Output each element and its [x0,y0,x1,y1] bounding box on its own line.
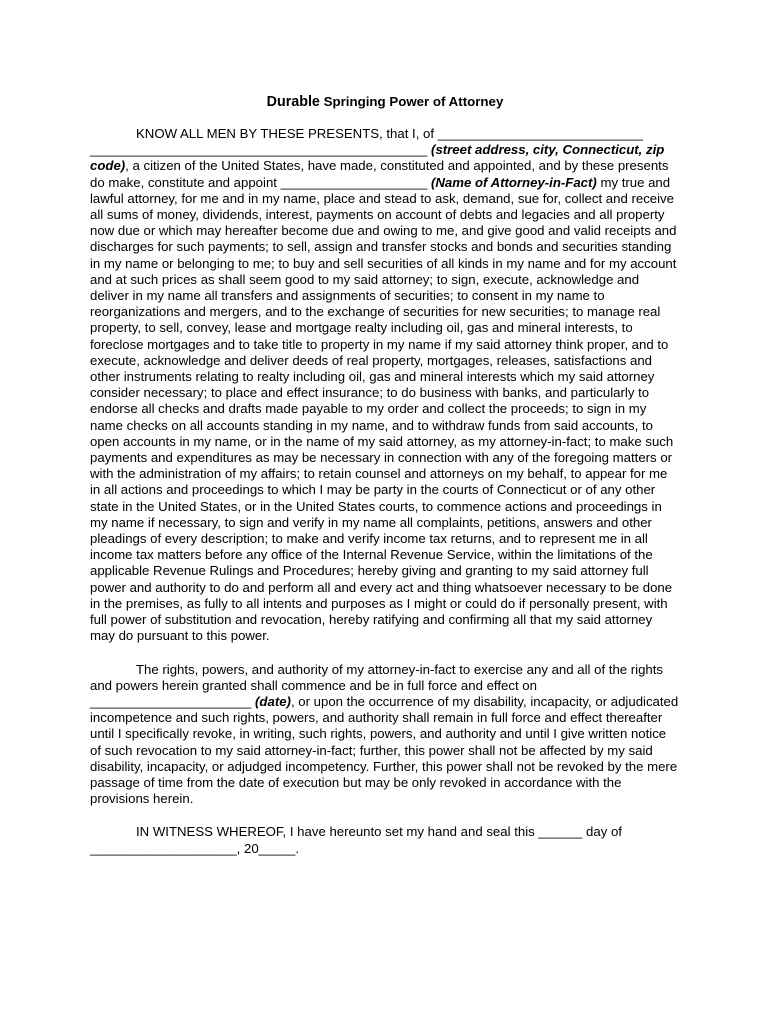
para1-text-2: , a citizen of the United States, have made, constituted and appointed, and by these presents do make, constitute and appoint ____________________ [90,158,669,190]
title-part-rest: Springing Power of Attorney [319,94,504,109]
date-field-label: (date) [255,693,291,709]
attorney-name-field-label: (Name of Attorney-in-Fact) [430,174,597,190]
para2-text-1: The rights, powers, and authority of my attorney-in-fact to exercise any and all of the rights and powers herein granted shall commence and be in full force and effect on ______________________ [90,661,664,709]
para2-text-2: , or upon the occurrence of my disability, incapacity, or adjudicated incompetence and such rights, powers, and authority shall remain in full force and effect thereafter until I specifically revoke, in writing, such rights, powers, and authority and until I give written notice of such revocation to my said attorney-in-fact; further, this power shall not be affected by my said disability, incapacity, or adjudged incompetency. Further, this power shall not be revoked by the mere passage of time from the date of execution but may be only revoked in accordance with the provisions herein. [90,693,679,807]
address-field-label: (street address, city, Connecticut, zip code) [90,142,665,174]
document-title [90,93,680,111]
para1-text-3: my true and lawful attorney, for me and in my name, place and stead to ask, demand, sue for, collect and receive all sums of money, dividends, interest, payments on account of debts and legacies and all property now due or which may hereafter become due and owing to me, and give good and valid receipts and discharges for such payments; to sell, assign and transfer stocks and bonds and securities standing in my name or belonging to me; to buy and sell securities of all kinds in my name and for my account and at such prices as shall seem good to my said attorney; to sign, execute, acknowledge and deliver in my name all transfers and assignments of securities; to consent in my name to reorganizations and mergers, and to the exchange of securities for new securities; to manage real property, to sell, convey, lease and mortgage realty including oil, gas and mineral interests, to foreclose mortgages and to take title to property in my name if my said attorney think proper, and to execute, acknowledge and deliver deeds of real property, mortgages, releases, satisfactions and other instruments relating to realty including oil, gas and mineral interests which my said attorney consider necessary; to place and effect insurance; to do business with banks, and particularly to endorse all checks and drafts made payable to my order and collect the proceeds; to sign in my name checks on all accounts standing in my name, and to withdraw funds from said accounts, to open accounts in my name, or in the name of my said attorney, as my attorney-in-fact; to make such payments and expenditures as may be necessary in connection with any of the foregoing matters or with the administration of my affairs; to retain counsel and attorneys on my behalf, to appear for me in all actions and proceedings to which I may be party in the courts of Connecticut or of any other state in the United States, or in the United States courts, to commence actions and proceedings in my name if necessary, to sign and verify in my name all complaints, petitions, answers and other pleadings of every description; to make and verify income tax returns, and to represent me in all income tax matters before any office of the Internal Revenue Service, within the limitations of the applicable Revenue Rulings and Procedures; hereby giving and granting to my said attorney full power and authority to do and perform all and every act and thing whatsoever necessary to be done in the premises, as fully to all intents and purposes as I might or could do if personally present, with full power of substitution and revocation, hereby ratifying and confirming all that my said attorney may do pursuant to this power. [90,174,677,644]
paragraph-commencement [90,662,680,808]
para1-text-1: KNOW ALL MEN BY THESE PRESENTS, that I, of ____________________________ ______________________________________________ [90,126,644,158]
paragraph-grant-of-powers [90,126,680,645]
document-page [90,93,680,874]
para3-text: IN WITNESS WHEREOF, I have hereunto set my hand and seal this ______ day of ____________________, 20_____. [90,824,622,856]
title-part-durable: Durable [266,94,320,110]
paragraph-witness [90,824,680,856]
